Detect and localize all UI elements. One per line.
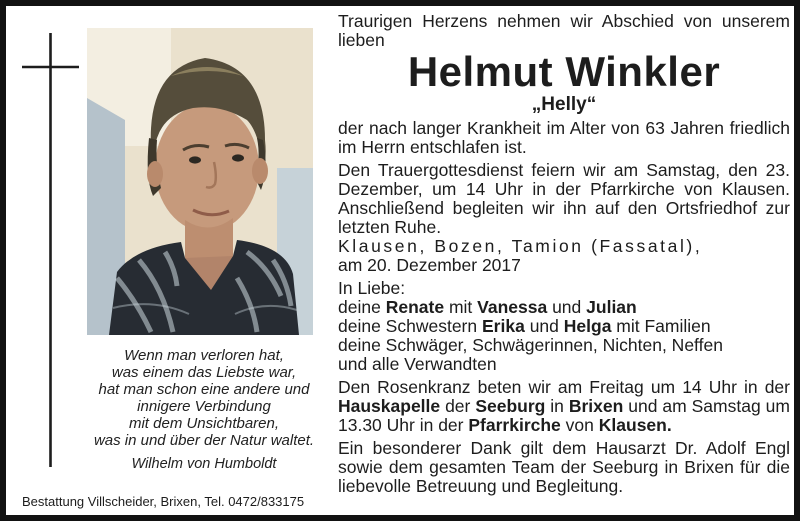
mourner-name: Erika <box>482 316 525 336</box>
rosary-place: Seeburg <box>475 396 546 416</box>
intro-paragraph: Traurigen Herzens nehmen wir Abschied von unserem lieben <box>338 11 790 50</box>
rosary-text: Den Rosenkranz beten wir am Freitag um 14 Uhr in der <box>338 377 790 397</box>
rosary-text: von <box>565 415 594 435</box>
poem-attribution: Wilhelm von Humboldt <box>131 456 277 472</box>
poem-line: was einem das Liebste war, <box>111 364 297 381</box>
mourners-text: und <box>529 316 559 336</box>
mourner-name: Renate <box>385 297 445 317</box>
mourners-line <box>338 298 790 317</box>
rosary-place: Klausen. <box>598 415 672 435</box>
mourners-text: mit <box>448 297 473 317</box>
mourners-text: deine <box>338 297 381 317</box>
deceased-nickname: „Helly“ <box>531 94 597 115</box>
rosary-text: und am Samstag um 13.30 Uhr in der <box>338 396 790 435</box>
rosary-paragraph <box>338 378 790 435</box>
death-paragraph: der nach langer Krankheit im Alter von 63 Jahren friedlich im Herrn entschlafen ist. <box>338 118 790 157</box>
mourner-name: Julian <box>586 297 637 317</box>
mourner-name: Vanessa <box>477 297 548 317</box>
funeral-home-line: Bestattung Villscheider, Brixen, Tel. 0472/833175 <box>22 494 305 509</box>
announcement-column <box>338 12 790 496</box>
rosary-text: in <box>550 396 564 416</box>
mourners-line: und alle Verwandten <box>338 354 497 374</box>
rosary-text: der <box>445 396 471 416</box>
thanks-paragraph: Ein besonderer Dank gilt dem Hausarzt Dr. Adolf Engl sowie dem gesamten Team der Seeburg in Brixen für die liebevolle Betreuung und Begleitung. <box>338 438 790 496</box>
date-line: am 20. Dezember 2017 <box>338 255 521 275</box>
portrait-photo-art <box>87 28 313 335</box>
poem-line: Wenn man verloren hat, <box>124 347 284 364</box>
poem-line: innigere Verbindung <box>137 398 271 415</box>
mourners-block <box>338 279 790 374</box>
mourner-name: Helga <box>563 316 612 336</box>
deceased-name: Helmut Winkler <box>407 48 721 95</box>
mourners-text: deine Schwestern <box>338 316 478 336</box>
poem-line: hat man schon eine andere und <box>98 381 310 398</box>
poem-line: was in und über der Natur waltet. <box>93 432 315 449</box>
rosary-place: Brixen <box>568 396 624 416</box>
mourners-text: und <box>552 297 582 317</box>
poem-line: mit dem Unsichtbaren, <box>128 415 280 432</box>
service-paragraph: Den Trauergottesdienst feiern wir am Samstag, den 23. Dezember, um 14 Uhr in der Pfarrkirche von Klausen. Anschließend begleiten wir ihn auf den Ortsfriedhof zur letzten Ruhe. <box>338 160 790 237</box>
mourners-line <box>338 317 790 336</box>
rosary-place: Pfarrkirche <box>468 415 561 435</box>
mourners-heading: In Liebe: <box>338 278 406 298</box>
cross-icon <box>20 30 82 474</box>
portrait-photo <box>87 28 313 335</box>
memorial-poem <box>76 347 332 473</box>
mourners-text: mit Familien <box>616 316 711 336</box>
places-line: Klausen, Bozen, Tamion (Fassatal), <box>338 236 703 256</box>
rosary-place: Hauskapelle <box>338 396 441 416</box>
mourners-line: deine Schwäger, Schwägerinnen, Nichten, Neffen <box>338 335 723 355</box>
